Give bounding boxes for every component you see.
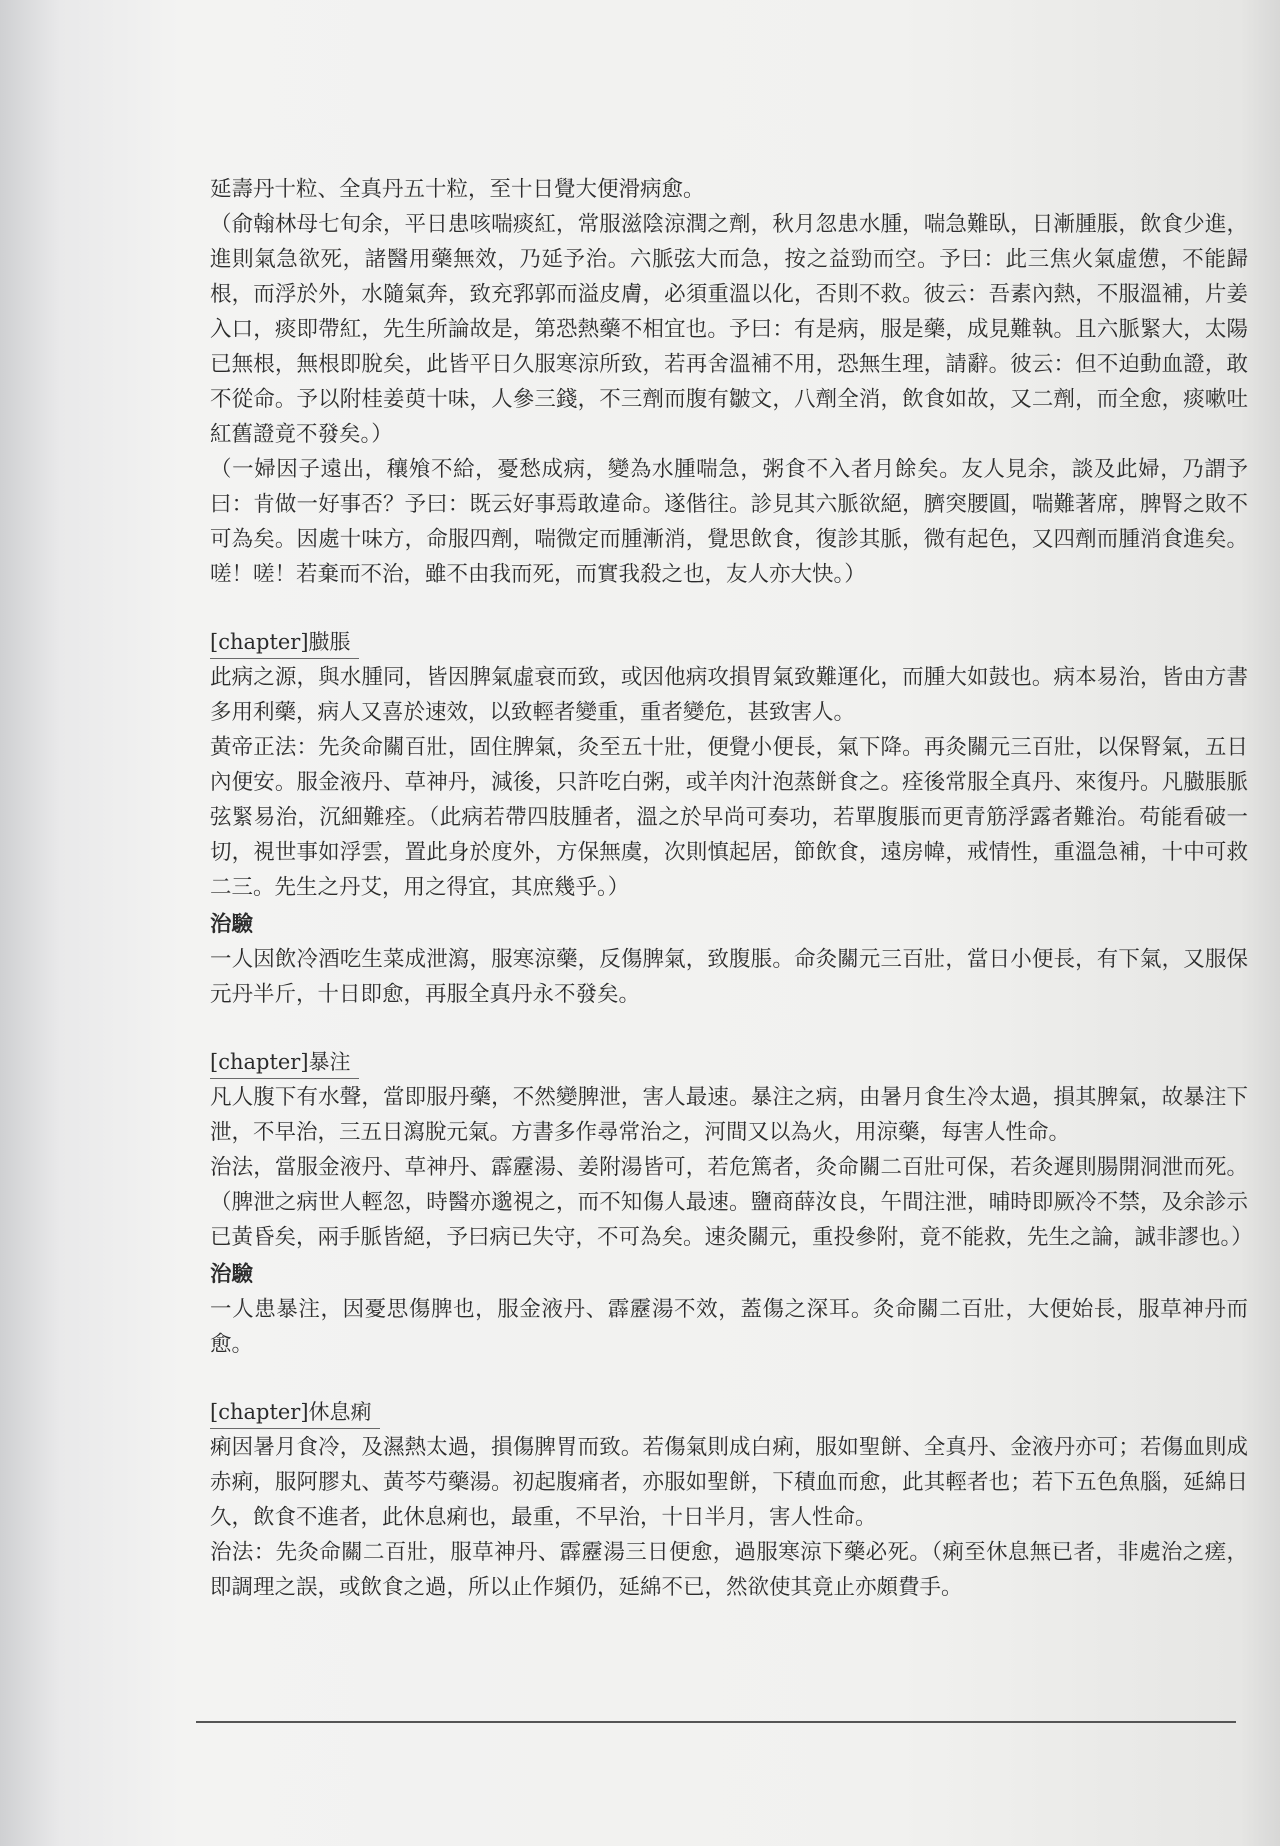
paragraph: 黃帝正法：先灸命關百壯，固住脾氣，灸至五十壯，便覺小便長，氣下降。再灸關元三百壯，以保腎氣，五日內便安。服金液丹、草神丹，減後，只許吃白粥，或羊肉汁泡蒸餅食之。痊後常服全真丹、來復丹。凡臌脹脈弦緊易治，沉細難痊。（此病若帶四肢腫者，溫之於早尚可奏功，若單腹脹而更青筋浮露者難治。苟能看破一切，視世事如浮雲，置此身於度外，方保無虞，次則慎起居，節飲食，遠房幃，戒情性，重溫急補，十中可救二三。先生之丹艾，用之得宜，其庶幾乎。）: [210, 735, 1248, 900]
paragraph: 凡人腹下有水聲，當即服丹藥，不然變脾泄，害人最速。暴注之病，由暑月食生冷太過，損其脾氣，故暴注下泄，不早治，三五日瀉脫元氣。方書多作尋常治之，河間又以為火，用涼藥，每害人性命。: [210, 1085, 1248, 1145]
paragraph: 一人患暴注，因憂思傷脾也，服金液丹、霹靂湯不效，蓋傷之深耳。灸命關二百壯，大便始長，服草神丹而愈。: [210, 1297, 1248, 1357]
chapter-heading: [chapter]休息痢: [210, 1396, 380, 1429]
chapter-heading: [chapter]暴注: [210, 1046, 359, 1079]
paragraph: 此病之源，與水腫同，皆因脾氣虛衰而致，或因他病攻損胃氣致難運化，而腫大如鼓也。病本易治，皆由方書多用利藥，病人又喜於速效，以致輕者變重，重者變危，甚致害人。: [210, 665, 1248, 725]
paragraph: （俞翰林母七旬余，平日患咳喘痰紅，常服滋陰涼潤之劑，秋月忽患水腫，喘急難臥，日漸腫脹，飲食少進，進則氣急欲死，諸醫用藥無效，乃延予治。六脈弦大而急，按之益勁而空。予曰：此三焦火氣虛憊，不能歸根，而浮於外，水隨氣奔，致充郛郭而溢皮膚，必須重溫以化，否則不救。彼云：吾素內熱，不服溫補，片姜入口，痰即帶紅，先生所論故是，第恐熱藥不相宜也。予曰：有是病，服是藥，成見難執。且六脈緊大，太陽已無根，無根即脫矣，此皆平日久服寒涼所致，若再舍溫補不用，恐無生理，請辭。彼云：但不迫動血證，敢不從命。予以附桂姜萸十味，人參三錢，不三劑而腹有皺文，八劑全消，飲食如故，又二劑，而全愈，痰嗽吐紅舊證竟不發矣。）: [210, 212, 1248, 447]
chapter-heading: [chapter]臌脹: [210, 626, 359, 659]
paragraph: 一人因飲冷酒吃生菜成泄瀉，服寒涼藥，反傷脾氣，致腹脹。命灸關元三百壯，當日小便長，有下氣，又服保元丹半斤，十日即愈，再服全真丹永不發矣。: [210, 947, 1248, 1007]
paragraph: 痢因暑月食冷，及濕熱太過，損傷脾胃而致。若傷氣則成白痢，服如聖餅、全真丹、金液丹亦可；若傷血則成赤痢，服阿膠丸、黃芩芍藥湯。初起腹痛者，亦服如聖餅，下積血而愈，此其輕者也；若下五色魚腦，延綿日久，飲食不進者，此休息痢也，最重，不早治，十日半月，害人性命。: [210, 1435, 1248, 1530]
section-subheading: 治驗: [210, 912, 254, 937]
paragraph: 延壽丹十粒、全真丹五十粒，至十日覺大便滑病愈。: [210, 177, 705, 202]
paragraph: （一婦因子遠出，穰飧不給，憂愁成病，變為水腫喘急，粥食不入者月餘矣。友人見余，談及此婦，乃謂予曰：肯做一好事否？予曰：既云好事焉敢違命。遂偕往。診見其六脈欲絕，臍突腰圓，喘難著席，脾腎之敗不可為矣。因處十味方，命服四劑，喘微定而腫漸消，覺思飲食，復診其脈，微有起色，又四劑而腫消食進矣。嗟！嗟！若棄而不治，雖不由我而死，而實我殺之也，友人亦大快。）: [210, 457, 1248, 587]
section-subheading: 治驗: [210, 1262, 254, 1287]
bottom-rule: [196, 1721, 1236, 1723]
paragraph: 治法：先灸命關二百壯，服草神丹、霹靂湯三日便愈，過服寒涼下藥必死。（痢至休息無已者，非處治之瘥，即調理之誤，或飲食之過，所以止作頻仍，延綿不已，然欲使其竟止亦頗費手。: [210, 1540, 1248, 1600]
paragraph: 治法，當服金液丹、草神丹、霹靂湯、姜附湯皆可，若危篤者，灸命關二百壯可保，若灸遲則腸開洞泄而死。（脾泄之病世人輕忽，時醫亦邈視之，而不知傷人最速。鹽商薛汝良，午間注泄，晡時即厥冷不禁，及余診示已黃昏矣，兩手脈皆絕，予曰病已失守，不可為矣。速灸關元，重投參附，竟不能救，先生之論，誠非謬也。）: [210, 1155, 1253, 1250]
document-page: [210, 172, 1253, 1605]
